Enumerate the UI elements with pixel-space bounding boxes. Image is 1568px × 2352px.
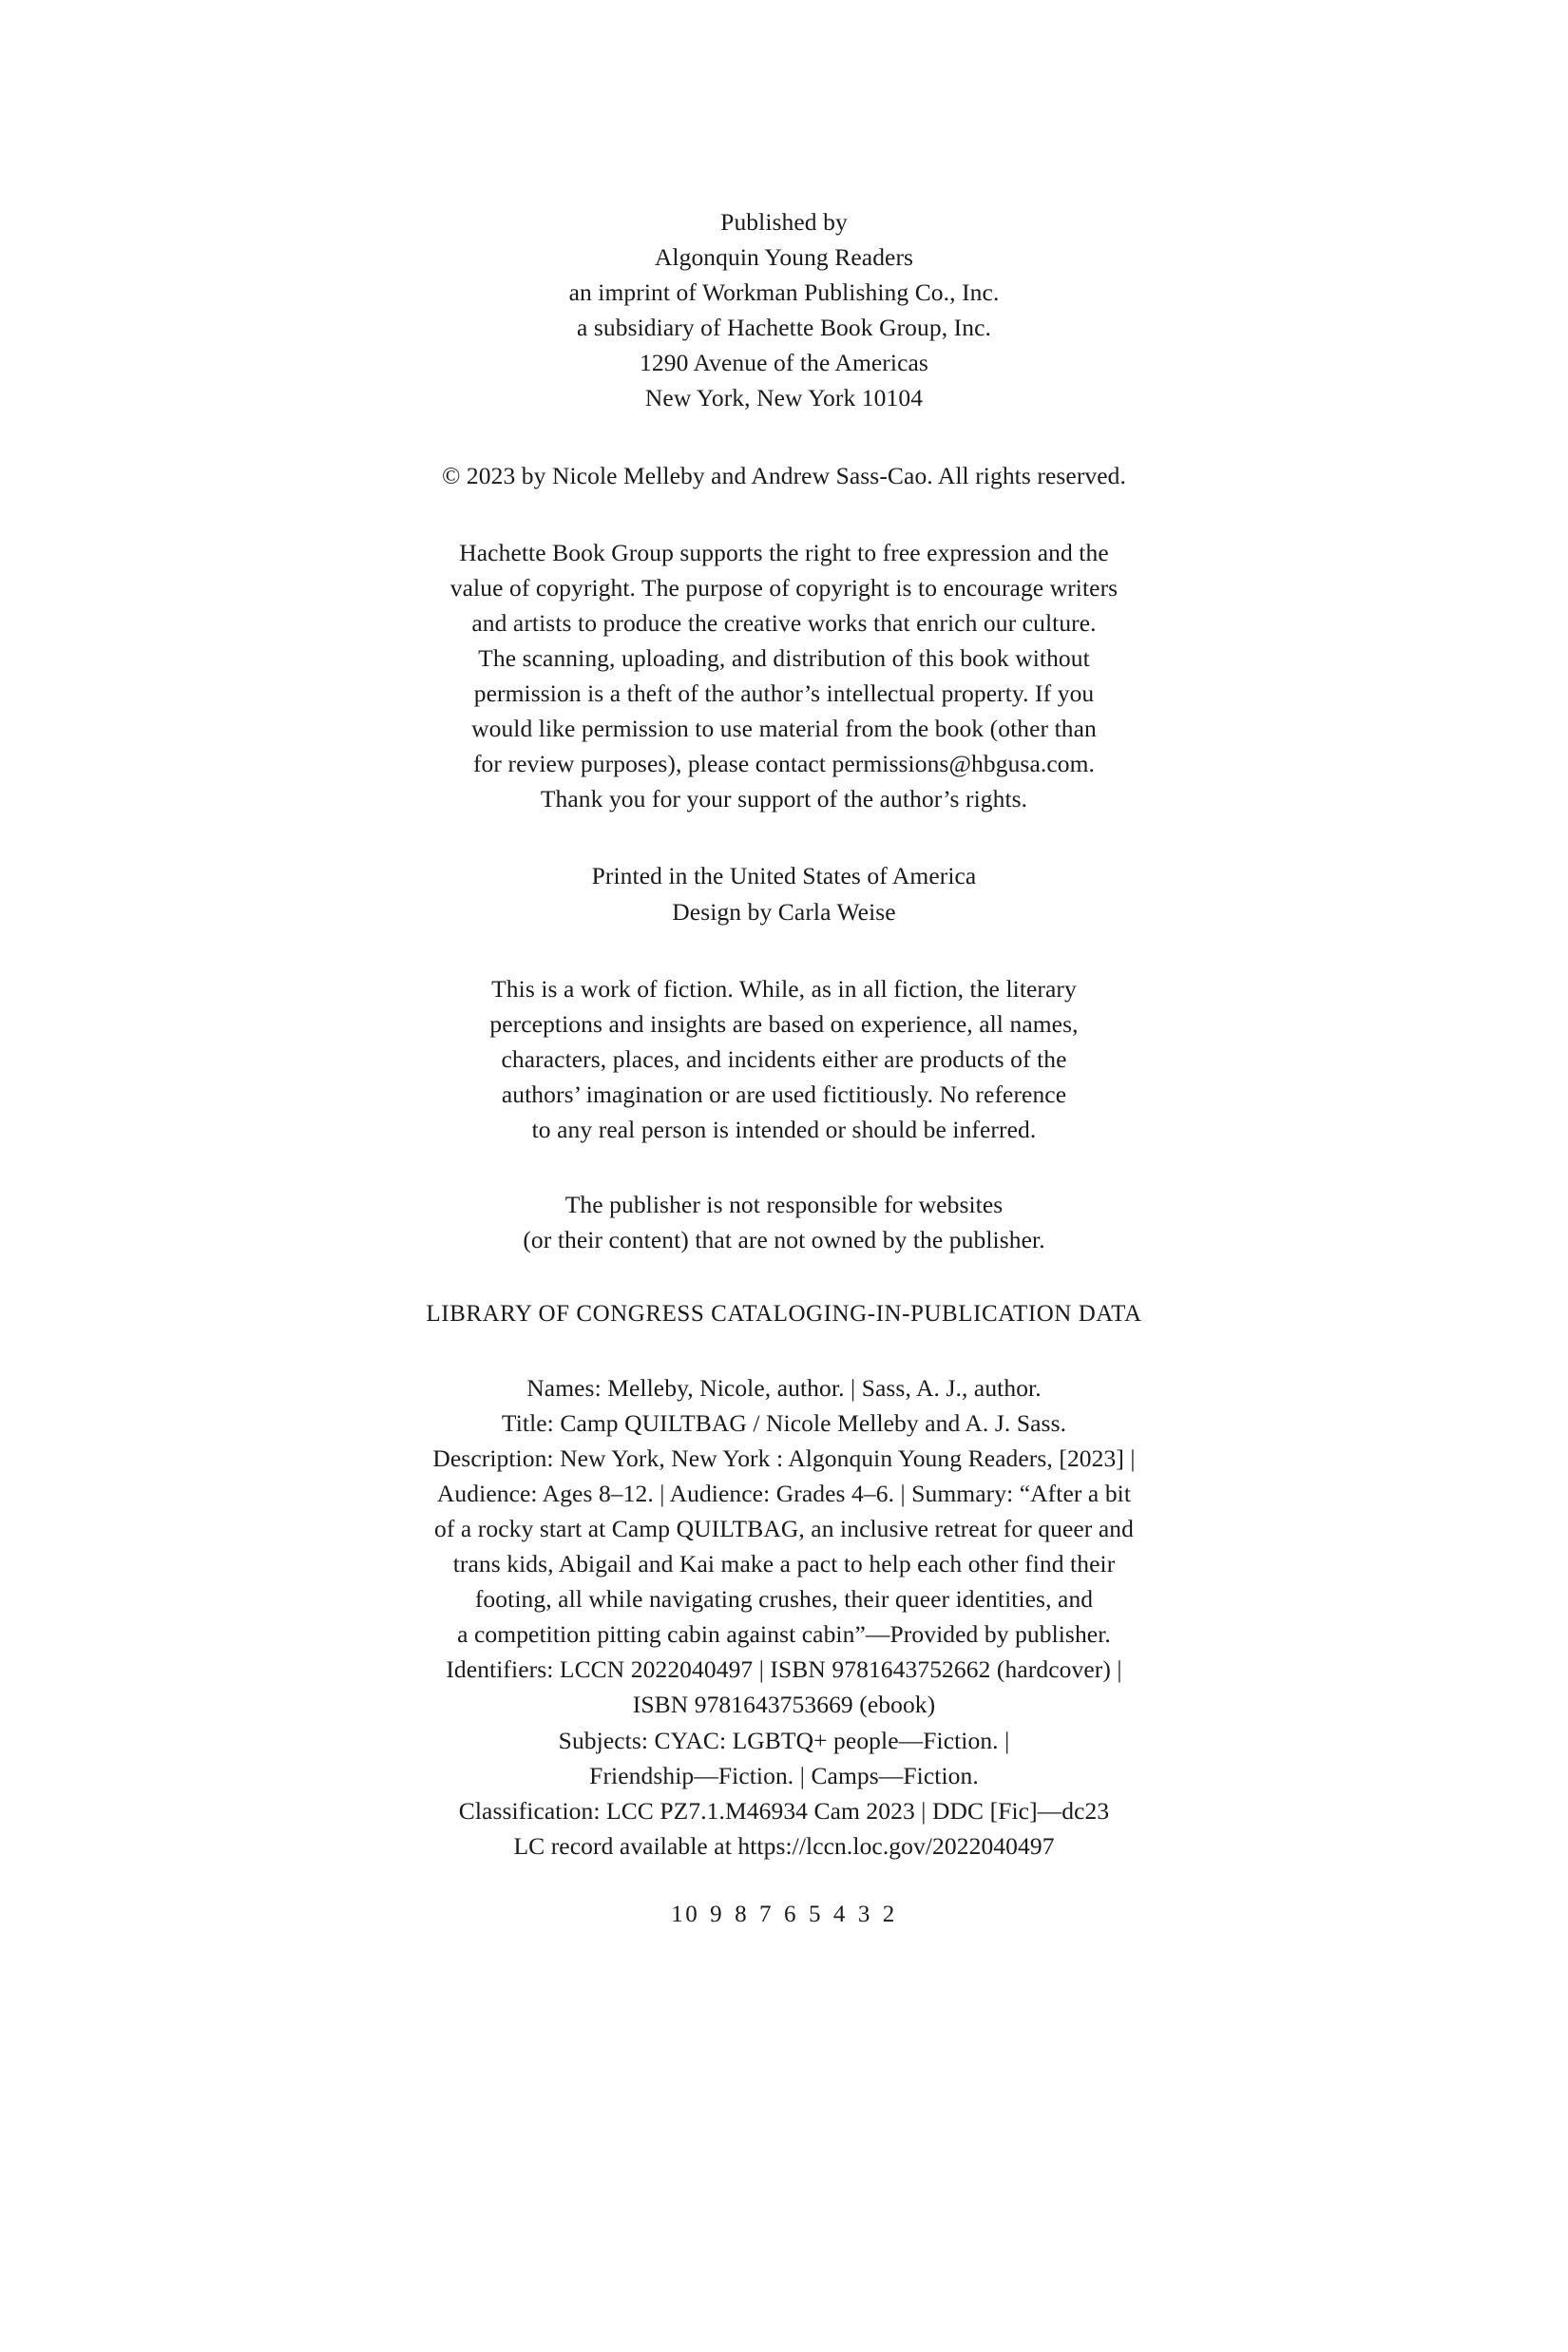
rights-line: and artists to produce the creative works that enrich our culture. <box>471 608 1097 637</box>
cip-line: of a rocky start at Camp QUILTBAG, an inclusive retreat for queer and <box>433 1515 1134 1542</box>
cip-heading: LIBRARY OF CONGRESS CATALOGING-IN-PUBLICATION DATA <box>426 1301 1142 1328</box>
spacer <box>299 1864 1269 1898</box>
spacer <box>299 416 1269 458</box>
cip-heading-block <box>299 1297 1269 1331</box>
printing-number-line-block <box>299 1898 1269 1932</box>
website-disclaimer-line: The publisher is not responsible for websites <box>564 1191 1004 1219</box>
rights-line: for review purposes), please contact permissions@hbgusa.com. <box>472 750 1096 778</box>
rights-line: would like permission to use material from the book (other than <box>471 715 1097 743</box>
production-line: Design by Carla Weise <box>672 897 896 926</box>
fiction-disclaimer-line: to any real person is intended or should be inferred. <box>531 1115 1037 1143</box>
cip-line: a competition pitting cabin against cabin”—Provided by publisher. <box>457 1620 1111 1649</box>
cip-line: Subjects: CYAC: LGBTQ+ people—Fiction. | <box>558 1726 1010 1754</box>
spacer <box>299 1332 1269 1370</box>
cip-line: Friendship—Fiction. | Camps—Fiction. <box>589 1761 979 1789</box>
website-disclaimer-block <box>299 1187 1269 1257</box>
imprint-line: New York, New York 10104 <box>644 384 924 412</box>
page-content <box>299 204 1269 1932</box>
fiction-disclaimer-line: perceptions and insights are based on experience, all names, <box>489 1009 1079 1038</box>
cip-line: Audience: Ages 8–12. | Audience: Grades 4–6. | Summary: “After a bit <box>436 1479 1132 1507</box>
spacer <box>299 1257 1269 1297</box>
publisher-imprint-block <box>299 204 1269 416</box>
fiction-disclaimer-line: authors’ imagination or are used fictitiously. No reference <box>501 1080 1067 1108</box>
cip-line: ISBN 9781643753669 (ebook) <box>632 1691 936 1719</box>
rights-line: Thank you for your support of the author’s rights. <box>540 785 1028 813</box>
cip-line: Title: Camp QUILTBAG / Nicole Melleby and A. J. Sass. <box>501 1408 1067 1437</box>
production-credits-block <box>299 858 1269 928</box>
rights-line: permission is a theft of the author’s intellectual property. If you <box>473 679 1095 708</box>
cip-record-block <box>299 1370 1269 1864</box>
fiction-disclaimer-line: characters, places, and incidents either are products of the <box>501 1044 1067 1073</box>
spacer <box>299 816 1269 858</box>
imprint-line: Algonquin Young Readers <box>654 243 914 272</box>
cip-line: Names: Melleby, Nicole, author. | Sass, A. J., author. <box>526 1373 1042 1402</box>
spacer <box>299 493 1269 535</box>
spacer <box>299 929 1269 971</box>
spacer <box>299 1147 1269 1187</box>
rights-statement-block <box>299 535 1269 817</box>
fiction-disclaimer-line: This is a work of fiction. While, as in all fiction, the literary <box>491 974 1077 1003</box>
production-line: Printed in the United States of America <box>591 862 977 890</box>
cip-line: trans kids, Abigail and Kai make a pact to help each other find their <box>452 1550 1116 1578</box>
printing-number-line: 10 9 8 7 6 5 4 3 2 <box>671 1901 897 1927</box>
imprint-line: an imprint of Workman Publishing Co., Inc. <box>568 278 1000 307</box>
imprint-line: a subsidiary of Hachette Book Group, Inc. <box>576 314 992 342</box>
imprint-line: 1290 Avenue of the Americas <box>640 349 928 377</box>
website-disclaimer-line: (or their content) that are not owned by the publisher. <box>523 1226 1045 1254</box>
copyright-line: © 2023 by Nicole Melleby and Andrew Sass-Cao. All rights reserved. <box>441 461 1126 489</box>
cip-line: LC record available at https://lccn.loc.gov/2022040497 <box>513 1831 1055 1860</box>
rights-line: The scanning, uploading, and distribution of this book without <box>478 643 1090 672</box>
copyright-notice <box>299 458 1269 493</box>
cip-line: Classification: LCC PZ7.1.M46934 Cam 2023 | DDC [Fic]—dc23 <box>458 1796 1110 1825</box>
cip-line: footing, all while navigating crushes, their queer identities, and <box>474 1585 1094 1614</box>
rights-line: value of copyright. The purpose of copyright is to encourage writers <box>449 573 1119 602</box>
rights-line: Hachette Book Group supports the right to free expression and the <box>459 538 1109 566</box>
imprint-line: Published by <box>720 208 848 236</box>
cip-line: Description: New York, New York : Algonquin Young Readers, [2023] | <box>432 1444 1136 1472</box>
cip-line: Identifiers: LCCN 2022040497 | ISBN 9781643752662 (hardcover) | <box>446 1655 1122 1684</box>
fiction-disclaimer-block <box>299 971 1269 1147</box>
